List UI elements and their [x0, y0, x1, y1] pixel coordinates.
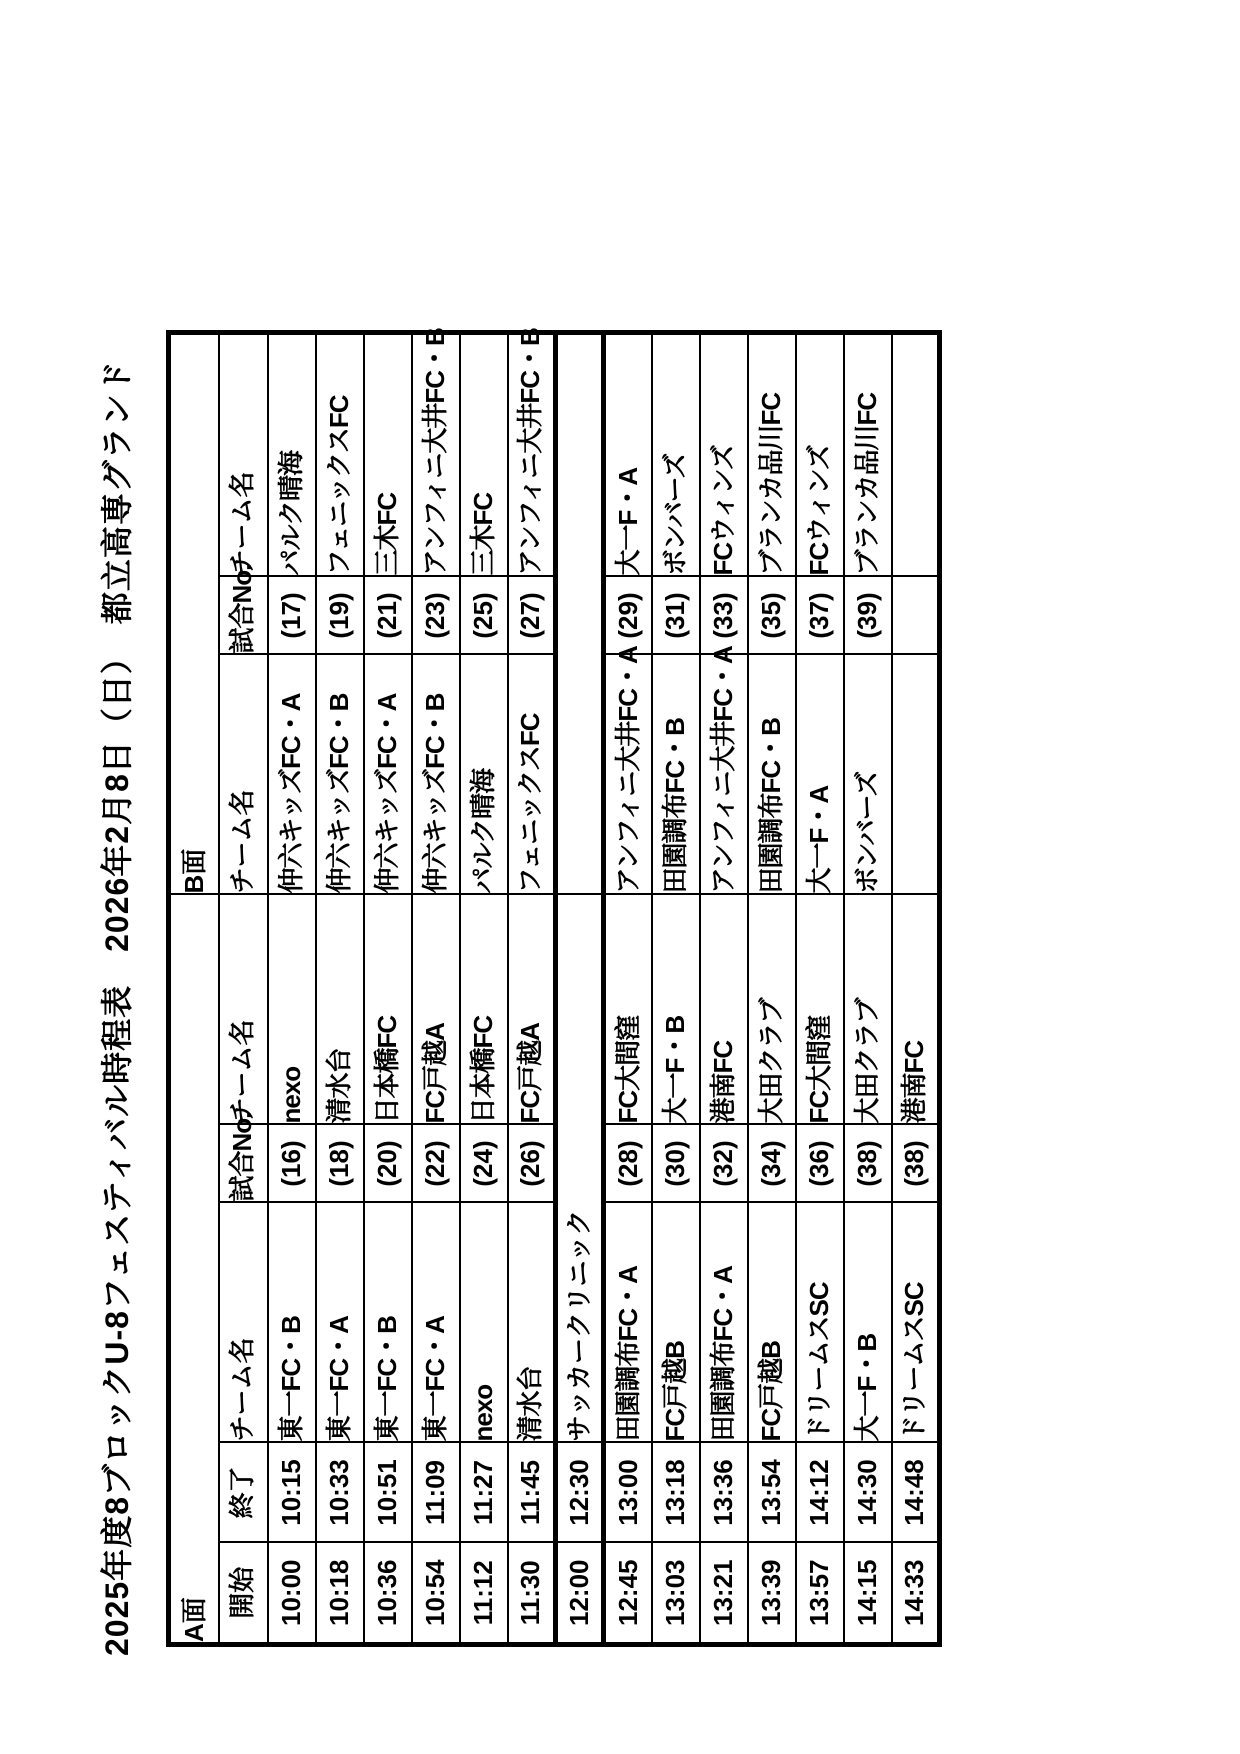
team-b-away-cell: 三木FC	[364, 333, 412, 577]
team-b-home-cell	[892, 655, 940, 895]
start-time-cell: 10:54	[412, 1543, 460, 1645]
match-row	[604, 333, 652, 1645]
team-b-away-cell: FCウィンズ	[796, 333, 844, 577]
match-row	[796, 333, 844, 1645]
team-b-away-cell: アンフィニ大井FC・B	[412, 333, 460, 577]
match-no-b-cell: (23)	[412, 577, 460, 655]
column-header-row	[219, 333, 268, 1645]
match-no-a-cell: (32)	[700, 1125, 748, 1203]
start-time-cell: 13:57	[796, 1543, 844, 1645]
header-team-a-home: チーム名	[219, 1203, 268, 1443]
team-a-home-cell: ドリームスSC	[796, 1203, 844, 1443]
match-no-a-cell: (20)	[364, 1125, 412, 1203]
team-a-away-cell: 日本橋FC	[460, 895, 508, 1125]
end-time-cell: 14:48	[892, 1443, 940, 1543]
team-b-home-cell: パルク晴海	[460, 655, 508, 895]
match-row	[652, 333, 700, 1645]
end-time-cell: 11:45	[508, 1443, 556, 1543]
team-b-home-cell: フェニックスFC	[508, 655, 556, 895]
team-b-home-cell: ボンバーズ	[844, 655, 892, 895]
team-b-home-cell: 仲六キッズFC・B	[412, 655, 460, 895]
team-a-away-cell: FC大間窪	[796, 895, 844, 1125]
team-a-away-cell: nexo	[268, 895, 316, 1125]
team-a-home-cell: FC戸越B	[652, 1203, 700, 1443]
section-label-row	[169, 333, 219, 1645]
match-no-b-cell: (29)	[604, 577, 652, 655]
team-a-away-cell: 日本橋FC	[364, 895, 412, 1125]
clinic-label-cell: サッカークリニック	[556, 895, 604, 1443]
team-a-away-cell: 大田クラブ	[748, 895, 796, 1125]
team-a-home-cell: 田園調布FC・A	[604, 1203, 652, 1443]
team-a-home-cell: 東一FC・A	[316, 1203, 364, 1443]
match-no-b-cell: (31)	[652, 577, 700, 655]
team-a-away-cell: FC戸越A	[412, 895, 460, 1125]
start-time-cell: 11:12	[460, 1543, 508, 1645]
schedule-table	[166, 330, 942, 1647]
start-time-cell: 12:00	[556, 1543, 604, 1645]
team-a-away-cell: 港南FC	[700, 895, 748, 1125]
team-b-away-cell: ボンバーズ	[652, 333, 700, 577]
match-no-b-cell	[892, 577, 940, 655]
match-no-a-cell: (18)	[316, 1125, 364, 1203]
header-team-a-away: チーム名	[219, 895, 268, 1125]
start-time-cell: 12:45	[604, 1543, 652, 1645]
match-no-b-cell: (19)	[316, 577, 364, 655]
match-no-a-cell: (34)	[748, 1125, 796, 1203]
match-no-a-cell: (26)	[508, 1125, 556, 1203]
team-a-home-cell: 東一FC・B	[364, 1203, 412, 1443]
header-end: 終了	[219, 1443, 268, 1543]
clinic-empty-cell	[556, 333, 604, 895]
match-no-a-cell: (16)	[268, 1125, 316, 1203]
end-time-cell: 14:30	[844, 1443, 892, 1543]
end-time-cell: 10:51	[364, 1443, 412, 1543]
team-a-home-cell: 東一FC・A	[412, 1203, 460, 1443]
end-time-cell: 11:09	[412, 1443, 460, 1543]
team-a-away-cell: FC戸越A	[508, 895, 556, 1125]
page-title: 2025年度8ブロックU-8フェスティバル時程表 2026年2月8日（日） 都立高専グランド	[99, 360, 135, 1656]
end-time-cell: 10:33	[316, 1443, 364, 1543]
team-b-home-cell: アンフィニ大井FC・A	[604, 655, 652, 895]
match-row	[508, 333, 556, 1645]
start-time-cell: 11:30	[508, 1543, 556, 1645]
team-a-away-cell: FC大間窪	[604, 895, 652, 1125]
end-time-cell: 11:27	[460, 1443, 508, 1543]
match-no-a-cell: (38)	[844, 1125, 892, 1203]
team-a-home-cell: 田園調布FC・A	[700, 1203, 748, 1443]
team-a-home-cell: nexo	[460, 1203, 508, 1443]
start-time-cell: 14:33	[892, 1543, 940, 1645]
team-a-away-cell: 大一F・B	[652, 895, 700, 1125]
end-time-cell: 12:30	[556, 1443, 604, 1543]
match-no-b-cell: (25)	[460, 577, 508, 655]
clinic-row	[556, 333, 604, 1645]
team-b-away-cell: ブランカ品川FC	[748, 333, 796, 577]
match-row	[460, 333, 508, 1645]
match-row	[748, 333, 796, 1645]
team-a-home-cell: 東一FC・B	[268, 1203, 316, 1443]
match-row	[364, 333, 412, 1645]
match-row	[700, 333, 748, 1645]
start-time-cell: 10:36	[364, 1543, 412, 1645]
team-b-home-cell: 仲六キッズFC・A	[268, 655, 316, 895]
team-b-home-cell: 田園調布FC・B	[748, 655, 796, 895]
start-time-cell: 13:21	[700, 1543, 748, 1645]
match-no-b-cell: (21)	[364, 577, 412, 655]
team-b-home-cell: 仲六キッズFC・B	[316, 655, 364, 895]
team-b-home-cell: 田園調布FC・B	[652, 655, 700, 895]
match-row	[268, 333, 316, 1645]
end-time-cell: 14:12	[796, 1443, 844, 1543]
match-no-a-cell: (22)	[412, 1125, 460, 1203]
header-start: 開始	[219, 1543, 268, 1645]
header-team-b-home: チーム名	[219, 655, 268, 895]
team-a-home-cell: 大一F・B	[844, 1203, 892, 1443]
match-no-b-cell: (37)	[796, 577, 844, 655]
team-b-away-cell: パルク晴海	[268, 333, 316, 577]
start-time-cell: 13:39	[748, 1543, 796, 1645]
team-b-home-cell: 大一F・A	[796, 655, 844, 895]
team-a-home-cell: FC戸越B	[748, 1203, 796, 1443]
match-no-b-cell: (39)	[844, 577, 892, 655]
section-label-b: B面	[169, 333, 219, 895]
team-a-away-cell: 清水台	[316, 895, 364, 1125]
team-b-away-cell	[892, 333, 940, 577]
match-no-a-cell: (30)	[652, 1125, 700, 1203]
start-time-cell: 10:18	[316, 1543, 364, 1645]
team-a-away-cell: 港南FC	[892, 895, 940, 1125]
match-row	[316, 333, 364, 1645]
team-b-away-cell: 大一F・A	[604, 333, 652, 577]
team-b-away-cell: アンフィニ大井FC・B	[508, 333, 556, 577]
header-match-no-a: 試合No.	[219, 1125, 268, 1203]
match-no-a-cell: (36)	[796, 1125, 844, 1203]
start-time-cell: 10:00	[268, 1543, 316, 1645]
match-no-a-cell: (24)	[460, 1125, 508, 1203]
match-no-b-cell: (17)	[268, 577, 316, 655]
team-a-home-cell: ドリームスSC	[892, 1203, 940, 1443]
header-match-no-b: 試合No.	[219, 577, 268, 655]
end-time-cell: 13:18	[652, 1443, 700, 1543]
match-row	[844, 333, 892, 1645]
match-row	[892, 333, 940, 1645]
header-team-b-away: チーム名	[219, 333, 268, 577]
match-no-b-cell: (35)	[748, 577, 796, 655]
end-time-cell: 13:54	[748, 1443, 796, 1543]
start-time-cell: 14:15	[844, 1543, 892, 1645]
match-no-a-cell: (28)	[604, 1125, 652, 1203]
match-no-b-cell: (27)	[508, 577, 556, 655]
team-b-away-cell: 三木FC	[460, 333, 508, 577]
team-b-away-cell: FCウィンズ	[700, 333, 748, 577]
team-a-home-cell: 清水台	[508, 1203, 556, 1443]
end-time-cell: 13:00	[604, 1443, 652, 1543]
end-time-cell: 10:15	[268, 1443, 316, 1543]
match-row	[412, 333, 460, 1645]
end-time-cell: 13:36	[700, 1443, 748, 1543]
team-b-away-cell: フェニックスFC	[316, 333, 364, 577]
match-no-a-cell: (38)	[892, 1125, 940, 1203]
team-b-away-cell: ブランカ品川FC	[844, 333, 892, 577]
team-b-home-cell: アンフィニ大井FC・A	[700, 655, 748, 895]
section-label-a: A面	[169, 895, 219, 1645]
start-time-cell: 13:03	[652, 1543, 700, 1645]
team-b-home-cell: 仲六キッズFC・A	[364, 655, 412, 895]
team-a-away-cell: 大田クラブ	[844, 895, 892, 1125]
match-no-b-cell: (33)	[700, 577, 748, 655]
